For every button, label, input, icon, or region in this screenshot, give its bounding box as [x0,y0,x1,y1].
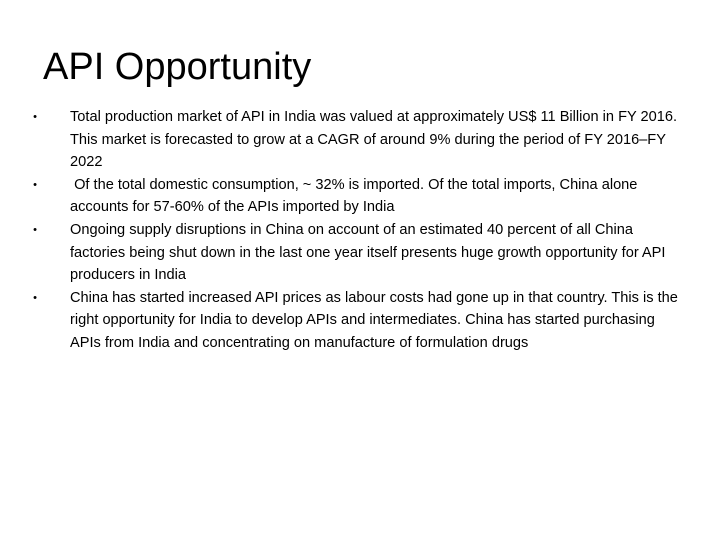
bullet-icon: • [33,178,37,191]
bullet-text: Of the total domestic consumption, ~ 32% is imported. Of the total imports, China alone accounts for 57-60% of the APIs imported by India [70,176,642,216]
bullet-text: China has started increased API prices as labour costs had gone up in that country. This is the right opportunity for India to develop APIs and intermediates. China has started purchasing APIs from India and concentrating on manufacture of formulation drugs [70,289,678,351]
bullet-icon: • [33,223,37,236]
bullet-icon: • [33,291,37,304]
slide-title: API Opportunity [43,46,312,88]
bullet-item [30,219,680,287]
bullet-list [30,106,680,355]
bullet-item [30,106,680,174]
bullet-item [30,287,680,355]
bullet-text: Ongoing supply disruptions in China on account of an estimated 40 percent of all China factories being shut down in the last one year itself presents huge growth opportunity for API producers in India [70,221,666,284]
bullet-icon: • [33,111,37,123]
bullet-text: Total production market of API in India was valued at approximately US$ 11 Billion in FY 2016. This market is forecasted to grow at a CAGR of around 9% during the period of FY 2016–FY 2022 [70,109,678,171]
bullet-item [30,174,680,219]
